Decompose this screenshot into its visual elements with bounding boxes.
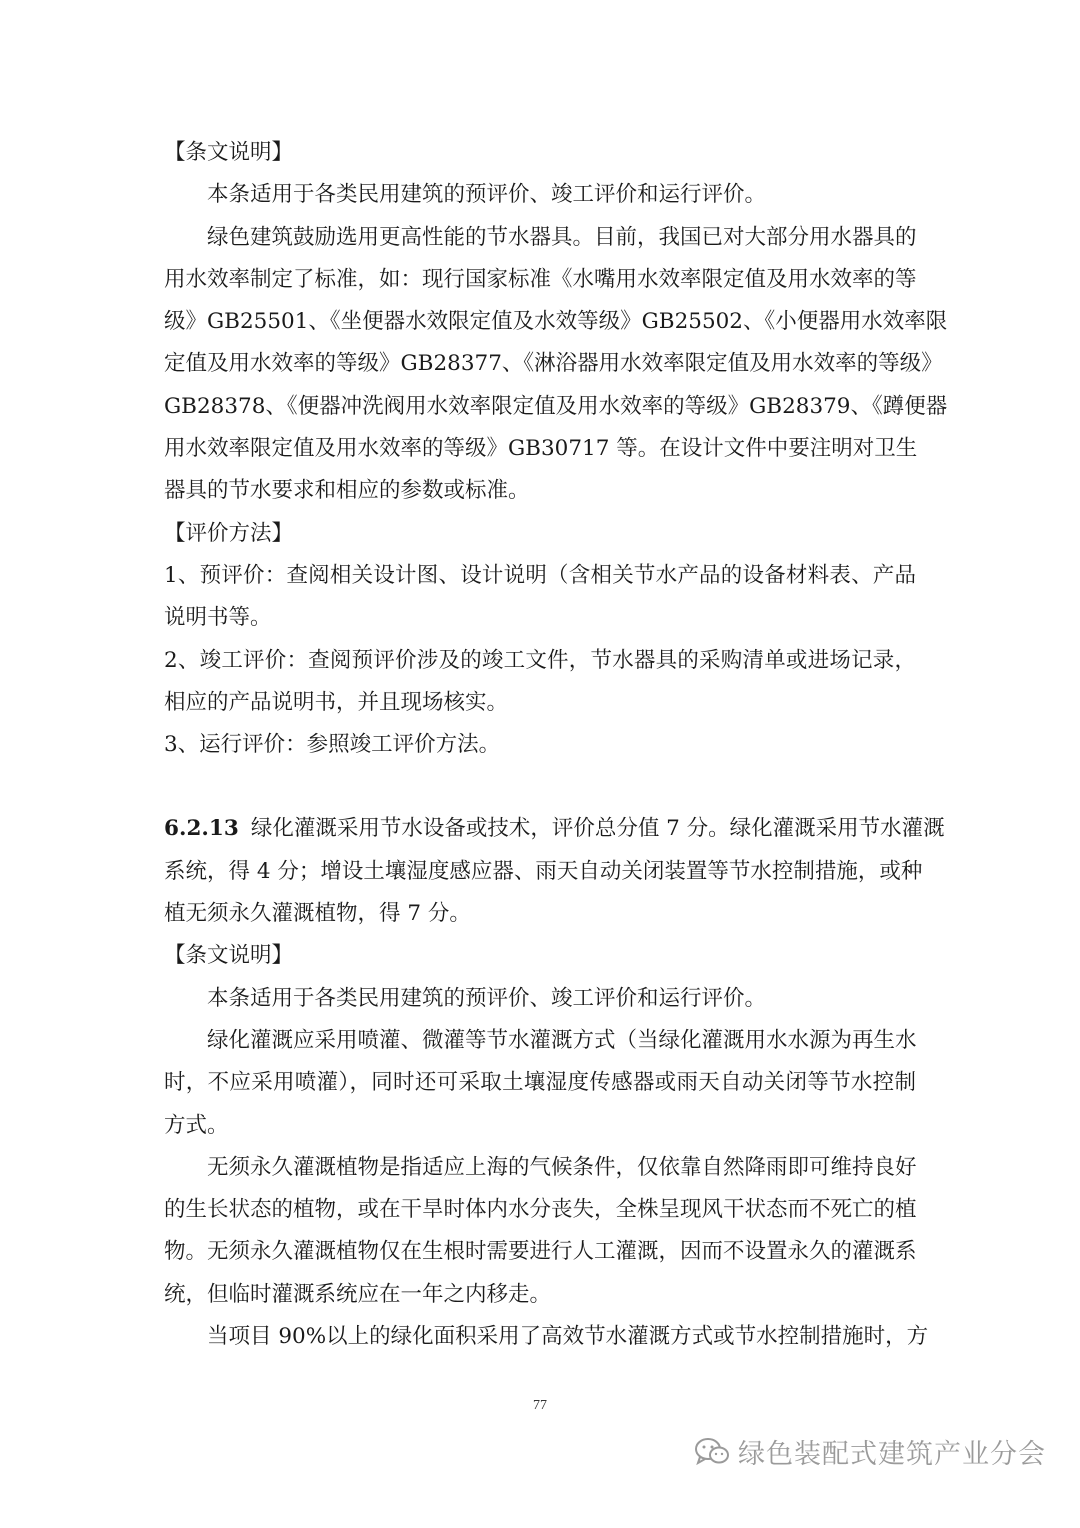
document-body (164, 132, 948, 1358)
paragraph-line: 的生长状态的植物，或在干旱时体内水分丧失，全株呈现风干状态而不死亡的植 (164, 1197, 917, 1223)
watermark (694, 1432, 1046, 1471)
paragraph-line: 物。无须永久灌溉植物仅在生根时需要进行人工灌溉，因而不设置永久的灌溉系 (164, 1239, 917, 1265)
clause-text: 绿化灌溉采用节水设备或技术，评价总分值 7 分。绿化灌溉采用节水灌溉 (250, 816, 945, 842)
paragraph-line: 定值及用水效率的等级》GB28377、《淋浴器用水效率限定值及用水效率的等级》 (164, 351, 943, 377)
clause-line: 植无须永久灌溉植物，得 7 分。 (164, 901, 471, 927)
paragraph-line: 方式。 (164, 1112, 229, 1138)
paragraph-line: 当项目 90%以上的绿化面积采用了高效节水灌溉方式或节水控制措施时，方 (207, 1324, 929, 1350)
paragraph-line: 绿色建筑鼓励选用更高性能的节水器具。目前，我国已对大部分用水器具的 (207, 224, 917, 250)
paragraph-line: 用水效率限定值及用水效率的等级》GB30717 等。在设计文件中要注明对卫生 (164, 436, 918, 462)
paragraph-line: 无须永久灌溉植物是指适应上海的气候条件，仅依靠自然降雨即可维持良好 (207, 1154, 917, 1180)
clause-line (164, 808, 945, 850)
scope-paragraph-2: 本条适用于各类民用建筑的预评价、竣工评价和运行评价。 (207, 985, 767, 1011)
method-item-1: 1、预评价：查阅相关设计图、设计说明（含相关节水产品的设备材料表、产品 (164, 562, 916, 588)
watermark-text: 绿色装配式建筑产业分会 (738, 1439, 1046, 1470)
page-number: 77 (533, 1398, 547, 1413)
method-item-1-cont: 说明书等。 (164, 605, 272, 631)
clause-line: 系统，得 4 分；增设土壤湿度感应器、雨天自动关闭装置等节水控制措施，或种 (164, 858, 923, 884)
scope-paragraph: 本条适用于各类民用建筑的预评价、竣工评价和运行评价。 (207, 182, 767, 208)
paragraph-line: 绿化灌溉应采用喷灌、微灌等节水灌溉方式（当绿化灌溉用水水源为再生水 (207, 1027, 917, 1053)
wechat-icon (694, 1437, 730, 1467)
clause-number: 6.2.13 (164, 816, 239, 842)
section-heading-explanation-2: 【条文说明】 (164, 943, 294, 969)
method-item-3: 3、运行评价：参照竣工评价方法。 (164, 732, 501, 758)
section-gap (164, 766, 916, 808)
paragraph-line: 统，但临时灌溉系统应在一年之内移走。 (164, 1281, 552, 1307)
paragraph-line: 时，不应采用喷灌），同时还可采取土壤湿度传感器或雨天自动关闭等节水控制 (164, 1070, 916, 1096)
method-item-2-cont: 相应的产品说明书，并且现场核实。 (164, 689, 509, 715)
paragraph-line: GB28378、《便器冲洗阀用水效率限定值及用水效率的等级》GB28379、《蹲便器 (164, 393, 948, 419)
paragraph-line: 器具的节水要求和相应的参数或标准。 (164, 478, 530, 504)
paragraph-line: 用水效率制定了标准，如：现行国家标准《水嘴用水效率限定值及用水效率的等 (164, 266, 917, 292)
method-item-2: 2、竣工评价：查阅预评价涉及的竣工文件，节水器具的采购清单或进场记录， (164, 647, 916, 673)
section-heading-method: 【评价方法】 (164, 520, 294, 546)
section-heading-explanation: 【条文说明】 (164, 140, 294, 165)
paragraph-line: 级》GB25501、《坐便器水效限定值及水效等级》GB25502、《小便器用水效率限 (164, 309, 948, 335)
